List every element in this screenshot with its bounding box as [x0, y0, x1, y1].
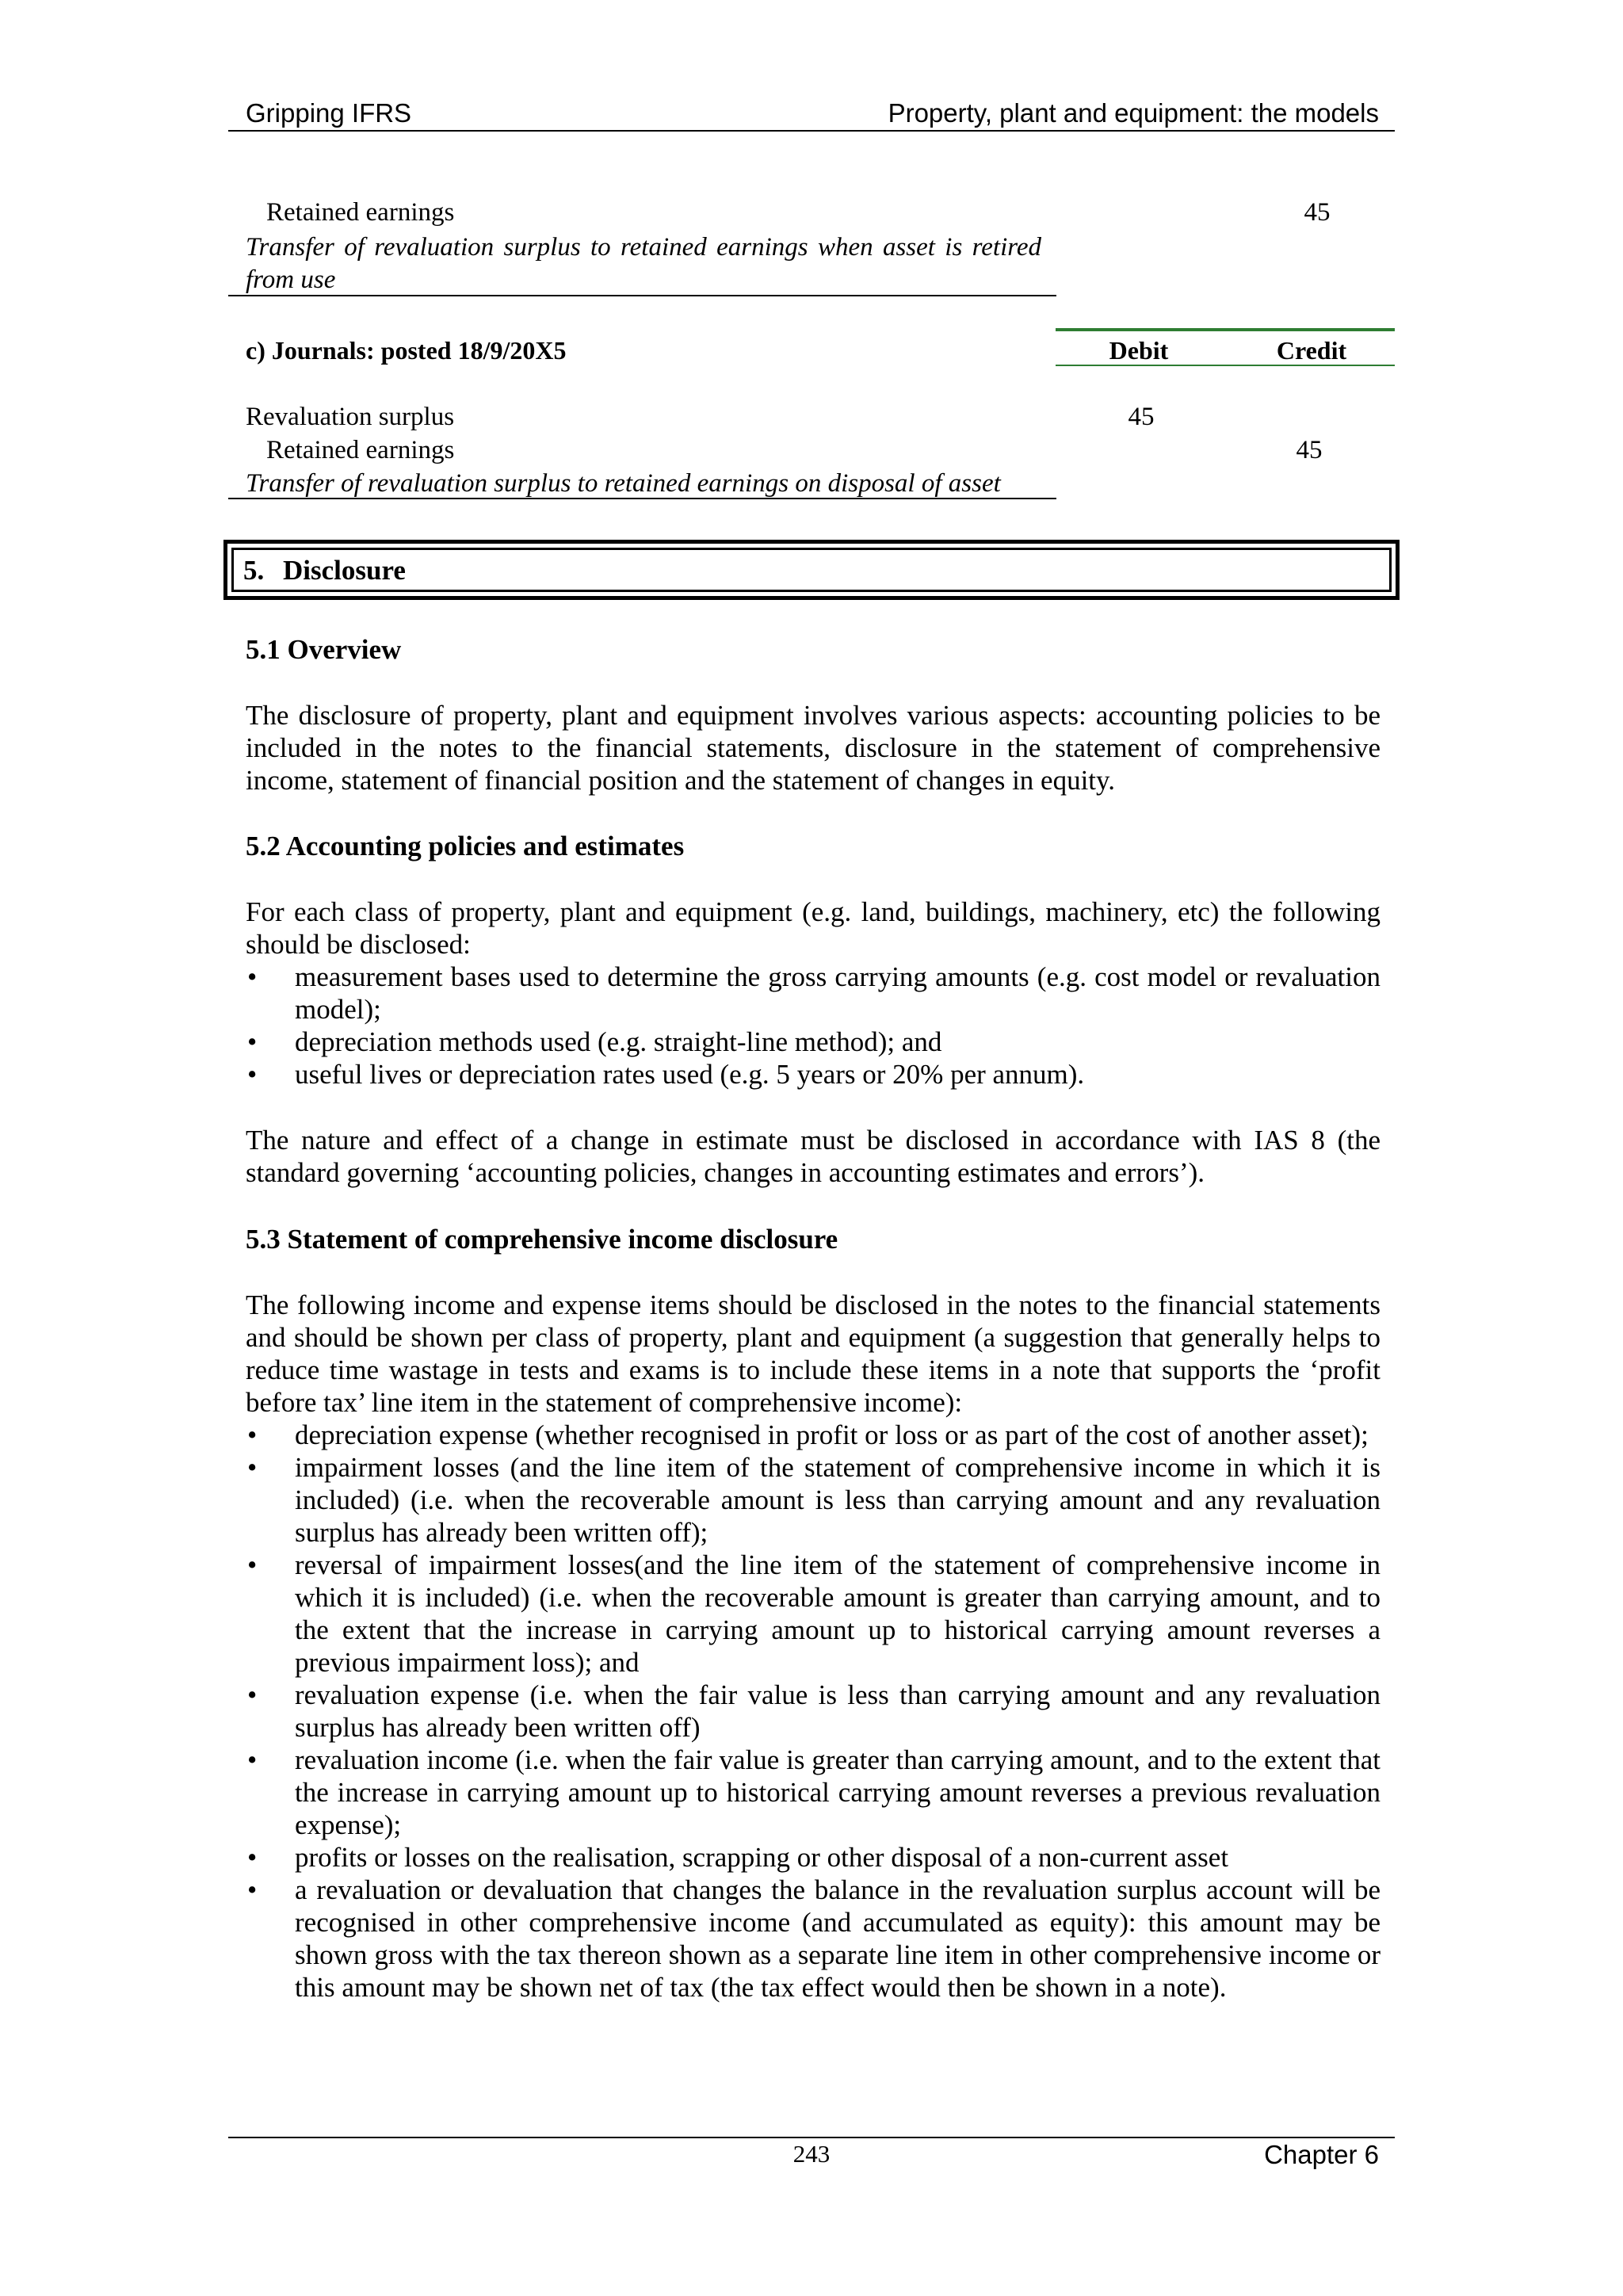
list-item: • depreciation expense (whether recognised in profit or loss or as part of the cost of another asset); — [246, 1419, 1381, 1451]
list-item: • revaluation expense (i.e. when the fair value is less than carrying amount and any revaluation surplus has already been written off) — [246, 1679, 1381, 1744]
journal-c-line-1-account: Revaluation surplus — [246, 403, 455, 431]
list-item: • impairment losses (and the line item of the statement of comprehensive income in which it is included) (i.e. when the recoverable amount is less than carrying amount and any revaluation surplus has already been written off); — [246, 1451, 1381, 1549]
section-5-heading-box — [223, 540, 1400, 600]
policies-intro: For each class of property, plant and equipment (e.g. land, buildings, machinery, etc) the following should be disclosed: — [246, 896, 1381, 960]
header-left: Gripping IFRS — [246, 98, 412, 128]
journal-c-line-2-credit: 45 — [1296, 436, 1323, 464]
policies-bullet-list — [246, 961, 1381, 1091]
journal-b-account: Retained earnings — [266, 198, 455, 227]
section-5-title: Disclosure — [283, 555, 406, 586]
list-item: • reversal of impairment losses(and the line item of the statement of comprehensive income in which it is included) (i.e. when the recoverable amount is greater than carrying amount, and to the extent that the increase in carrying amount up to historical carrying amount reverses a previous impairment loss); and — [246, 1549, 1381, 1679]
header-rule — [228, 130, 1395, 132]
debit-credit-top-rule — [1056, 328, 1395, 331]
header-right: Property, plant and equipment: the models — [888, 98, 1379, 128]
debit-credit-bottom-rule — [1056, 365, 1395, 366]
journal-c-line-1-debit: 45 — [1128, 403, 1155, 431]
journal-b-rule — [228, 295, 1056, 296]
list-item: • revaluation income (i.e. when the fair value is greater than carrying amount, and to the extent that the increase in carrying amount up to historical carrying amount reverses a previous revaluation expense); — [246, 1744, 1381, 1841]
credit-column-header: Credit — [1276, 336, 1347, 365]
footer-rule — [228, 2137, 1395, 2138]
estimates-paragraph: The nature and effect of a change in estimate must be disclosed in accordance with IAS 8 (the standard governing ‘accounting policies, changes in accounting estimates and errors’). — [246, 1125, 1381, 1188]
journal-b-narration: Transfer of revaluation surplus to retained earnings when asset is retired from use — [246, 233, 1041, 294]
heading-5-1: 5.1 Overview — [246, 634, 402, 665]
journal-c-heading: c) Journals: posted 18/9/20X5 — [246, 336, 567, 365]
heading-5-2: 5.2 Accounting policies and estimates — [246, 831, 685, 861]
soci-bullet-list — [246, 1419, 1381, 2004]
list-item: • depreciation methods used (e.g. straight-line method); and — [246, 1026, 1381, 1058]
soci-intro: The following income and expense items should be disclosed in the notes to the financial statements and should be shown per class of property, plant and equipment (a suggestion that generally helps to reduce time wastage in tests and exams is to include these items in a note that supports the ‘profit before tax’ line item in the statement of comprehensive income): — [246, 1289, 1381, 1418]
debit-column-header: Debit — [1109, 336, 1169, 365]
chapter-label: Chapter 6 — [1264, 2140, 1379, 2169]
list-item: • measurement bases used to determine the gross carrying amounts (e.g. cost model or revaluation model); — [246, 961, 1381, 1026]
section-5-number: 5. — [243, 555, 265, 586]
heading-5-3: 5.3 Statement of comprehensive income disclosure — [246, 1224, 838, 1255]
journal-c-narration: Transfer of revaluation surplus to retained earnings on disposal of asset — [246, 469, 1001, 498]
list-item: • a revaluation or devaluation that changes the balance in the revaluation surplus account will be recognised in other comprehensive income (and accumulated as equity): this amount may be shown gross with the tax thereon shown as a separate line item in other comprehensive income or this amount may be shown net of tax (the tax effect would then be shown in a note). — [246, 1874, 1381, 2004]
list-item: • useful lives or depreciation rates used (e.g. 5 years or 20% per annum). — [246, 1058, 1381, 1091]
journal-c-rule — [228, 498, 1056, 499]
list-item: • profits or losses on the realisation, scrapping or other disposal of a non-current asset — [246, 1841, 1381, 1874]
journal-c-line-2-account: Retained earnings — [266, 436, 455, 464]
section-5-heading-inner — [231, 548, 1392, 592]
overview-paragraph: The disclosure of property, plant and equipment involves various aspects: accounting policies to be included in the notes to the financial statements, disclosure in the statement of comprehensive income, statement of financial position and the statement of changes in equity. — [246, 700, 1381, 796]
journal-b-credit: 45 — [1304, 198, 1331, 227]
page-number: 243 — [792, 2140, 831, 2168]
